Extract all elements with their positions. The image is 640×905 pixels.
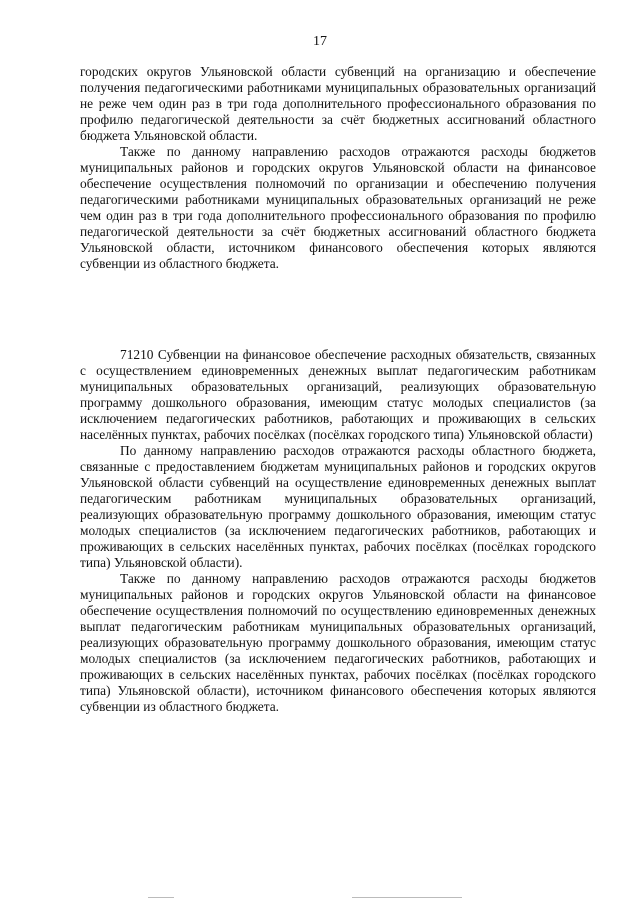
- page-number: 17: [313, 34, 327, 49]
- section-continuation: [80, 64, 596, 272]
- scan-footer-line: [352, 897, 462, 898]
- municipal-expenses-paragraph: Также по данному направлению расходов отражаются расходы бюджетов муниципальных районов и городских округов Ульяновской области на финансовое обеспечение осуществления полномочий по осуществлению единовременных денежных выплат педагогическим работникам муниципальных образовательных организаций, реализующих образовательную программу дошкольного образования, имеющим статус молодых специалистов (за исключением педагогических работников, работающих и проживающих в сельских населённых пунктах, рабочих посёлках (посёлках городского типа) Ульяновской области), источником финансового обеспечения которых являются субвенции из областного бюджета.: [80, 571, 596, 714]
- continuation-paragraph: городских округов Ульяновской области субвенций на организацию и обеспечение получения педагогическими работниками муниципальных образовательных организаций не реже чем один раз в три года дополнительного профессионального образования по профилю педагогической деятельности за счёт бюджетных ассигнований областного бюджета Ульяновской области.: [80, 64, 596, 143]
- section-heading-71210: 71210 Субвенции на финансовое обеспечение расходных обязательств, связанных с осуществлением единовременных денежных выплат педагогическим работникам муниципальных образовательных организаций, реализующих образовательную программу дошкольного образования, имеющим статус молодых специалистов (за исключением педагогических работников, работающих и проживающих в сельских населённых пунктах, рабочих посёлках (посёлках городского типа) Ульяновской области): [80, 347, 596, 442]
- section-71210: [80, 347, 596, 715]
- municipal-expenses-paragraph: Также по данному направлению расходов отражаются расходы бюджетов муниципальных районов и городских округов Ульяновской области на финансовое обеспечение осуществления полномочий по организации и обеспечению получения педагогическими работниками муниципальных образовательных организаций не реже чем один раз в три года дополнительного профессионального образования по профилю педагогической деятельности за счёт бюджетных ассигнований областного бюджета Ульяновской области, источником финансового обеспечения которых являются субвенции из областного бюджета.: [80, 144, 596, 271]
- scan-footer-line: [148, 897, 174, 898]
- regional-expenses-paragraph: По данному направлению расходов отражаются расходы областного бюджета, связанные с предоставлением бюджетам муниципальных районов и городских округов Ульяновской области субвенций на осуществление единовременных денежных выплат педагогическим работникам муниципальных образовательных организаций, реализующих образовательную программу дошкольного образования, имеющим статус молодых специалистов (за исключением педагогических работников, работающих и проживающих в сельских населённых пунктах, рабочих посёлках (посёлках городского типа) Ульяновской области).: [80, 443, 596, 570]
